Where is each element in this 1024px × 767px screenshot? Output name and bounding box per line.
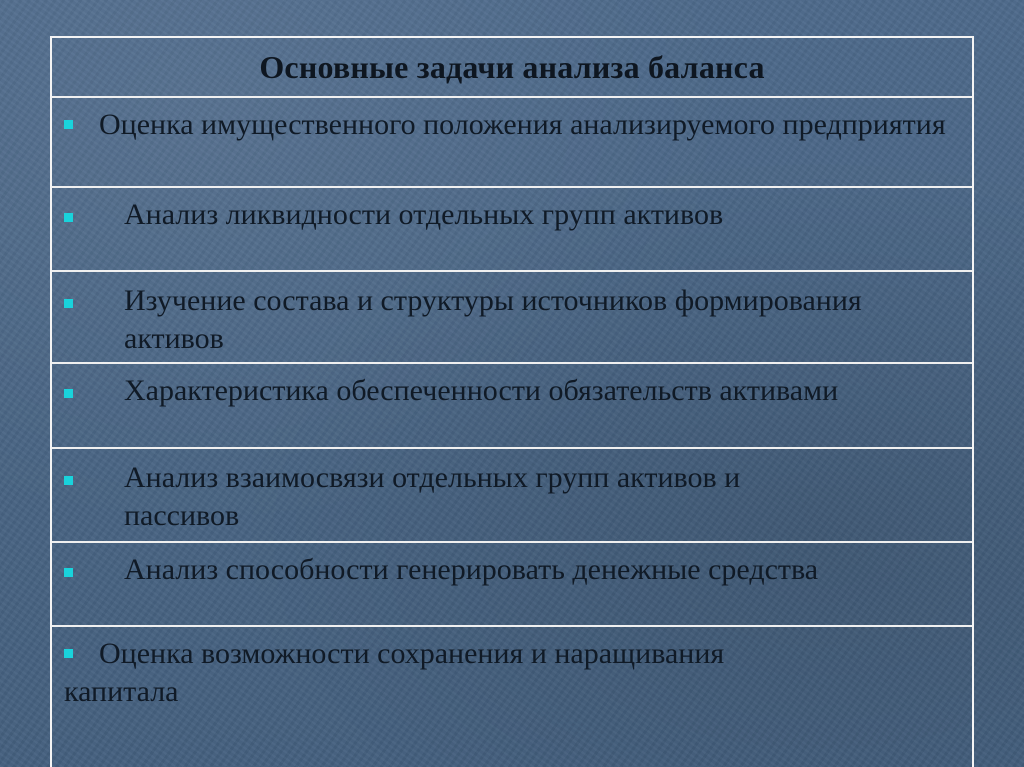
- list-item-text: Характеристика обеспеченности обязательств активами: [124, 374, 839, 407]
- list-item-text: Оценка возможности сохранения и наращивания капитала: [64, 637, 725, 708]
- list-item: [64, 106, 962, 144]
- table-row-1: [52, 98, 972, 188]
- list-item: [64, 196, 962, 234]
- list-item: [64, 282, 962, 358]
- list-item: [64, 372, 962, 410]
- square-bullet-icon: [64, 389, 73, 398]
- square-bullet-icon: [64, 120, 73, 129]
- table-row-2: [52, 188, 972, 272]
- tasks-table: [50, 36, 974, 767]
- square-bullet-icon: [64, 299, 73, 308]
- table-header-row: [52, 38, 972, 98]
- table-row-4: [52, 364, 972, 449]
- list-item-text: Анализ ликвидности отдельных групп активов: [124, 198, 724, 231]
- list-item-text: Анализ способности генерировать денежные средства: [124, 553, 819, 586]
- list-item-text: Анализ взаимосвязи отдельных групп активов и пассивов: [124, 461, 741, 532]
- table-row-7: [52, 627, 972, 767]
- list-item: [64, 459, 832, 535]
- list-item: [64, 635, 842, 711]
- list-item: [64, 551, 962, 589]
- table-row-3: [52, 272, 972, 364]
- table-row-5: [52, 449, 972, 543]
- table-row-6: [52, 543, 972, 627]
- square-bullet-icon: [64, 568, 73, 577]
- list-item-text: Изучение состава и структуры источников формирования активов: [124, 284, 862, 355]
- square-bullet-icon: [64, 476, 73, 485]
- square-bullet-icon: [64, 213, 73, 222]
- square-bullet-icon: [64, 649, 73, 658]
- slide-title: Основные задачи анализа баланса: [259, 48, 765, 85]
- list-item-text: Оценка имущественного положения анализируемого предприятия: [99, 108, 946, 141]
